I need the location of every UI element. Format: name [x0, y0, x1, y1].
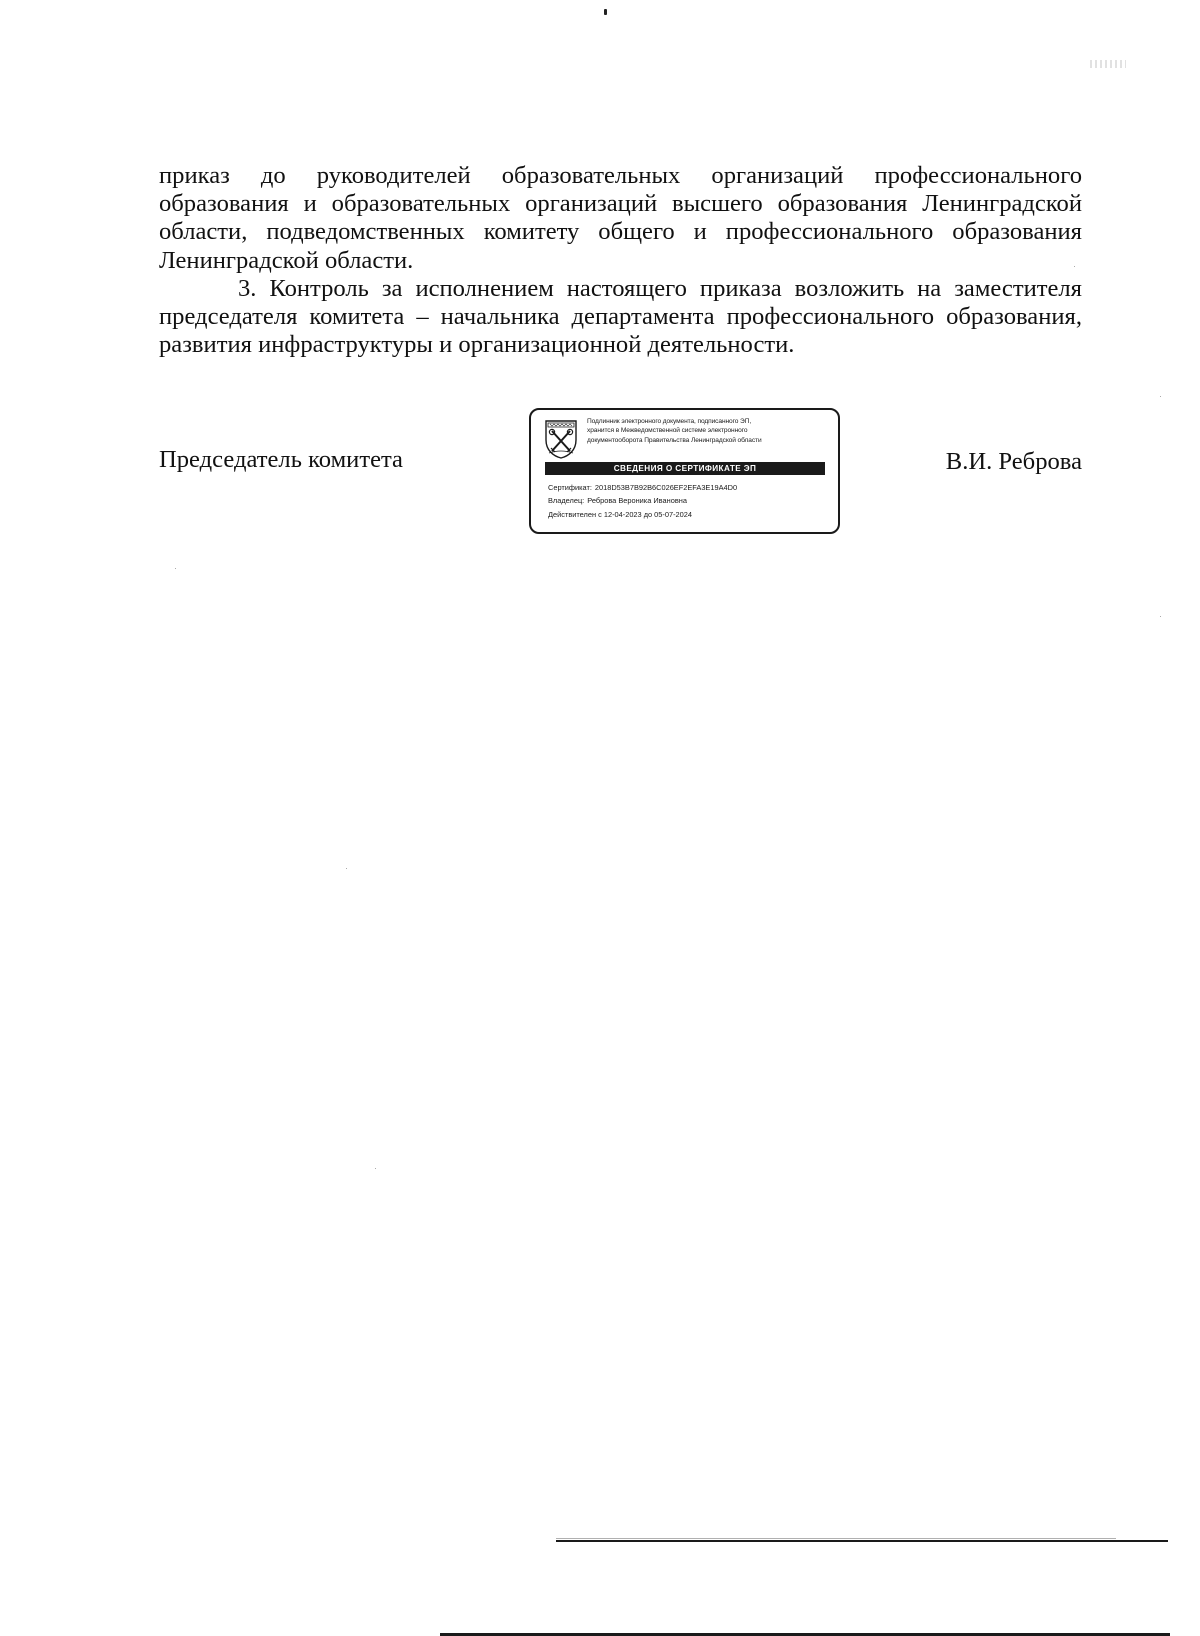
- stamp-notice-line: документооборота Правительства Ленинградской области: [587, 436, 762, 444]
- owner-label: Владелец:: [548, 496, 585, 506]
- certificate-value: 2018D53B7B92B6C026EF2EFA3E19A4D0: [594, 483, 738, 492]
- certificate-row: [548, 481, 828, 494]
- signatory-name: В.И. Реброва: [945, 448, 1082, 475]
- stamp-notice: [587, 417, 835, 445]
- electronic-signature-stamp: [529, 408, 840, 534]
- scan-line: [556, 1540, 1168, 1542]
- scan-speck: [1074, 266, 1075, 267]
- certificate-label: Сертификат:: [548, 483, 592, 492]
- paragraph-2-control-clause: 3. Контроль за исполнением настоящего приказа возложить на заместителя председателя комитета – начальника департамента профессионального образования, развития инфраструктуры и организационной деятельности.: [159, 274, 1082, 359]
- stamp-header-bar: СВЕДЕНИЯ О СЕРТИФИКАТЕ ЭП: [545, 462, 825, 475]
- scan-speck: [1160, 396, 1161, 397]
- scan-speck: [175, 568, 176, 569]
- coat-of-arms-icon: [543, 418, 579, 460]
- stamp-notice-line: Подлинник электронного документа, подписанного ЭП,: [587, 418, 752, 425]
- scan-speck: [346, 868, 347, 869]
- owner-row: [548, 494, 828, 507]
- stamp-notice-line: хранится в Межведомственной системе электронного: [587, 427, 748, 435]
- stamp-details: [548, 481, 828, 521]
- owner-value: Реброва Вероника Ивановна: [587, 496, 687, 506]
- scan-line-faint: [556, 1538, 1116, 1539]
- validity-row: Действителен с 12-04-2023 до 05-07-2024: [548, 509, 692, 519]
- paragraph-1: приказ до руководителей образовательных организаций профессионального образования и образовательных организаций высшего образования Ленинградской области, подведомственных комитету общего и профессионального образования Ленинградской области.: [159, 162, 1082, 274]
- scan-speck: [375, 1168, 376, 1169]
- scan-artifact-dots: [1090, 60, 1126, 68]
- scan-artifact-mark: [604, 9, 607, 15]
- signatory-position: Председатель комитета: [159, 446, 403, 473]
- scan-speck: [1160, 616, 1161, 617]
- document-body: [159, 162, 1082, 359]
